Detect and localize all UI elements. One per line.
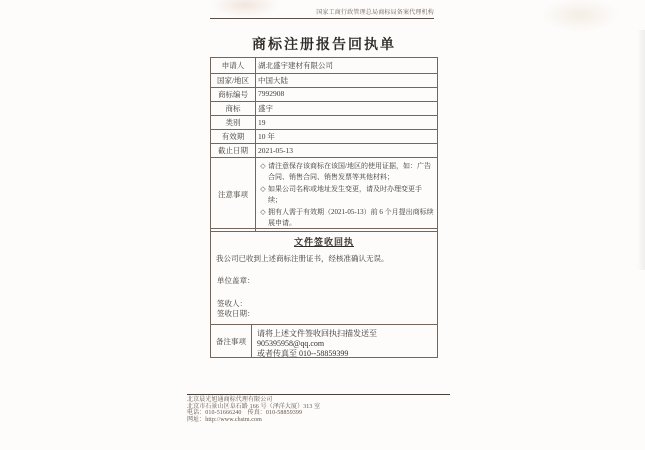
- table-row-notes: [211, 158, 438, 232]
- remark-row: [210, 324, 438, 358]
- scan-edge-shadow: [637, 30, 645, 270]
- row-label-deadline: 截止日期: [211, 144, 256, 158]
- remark-line-fax: 或者传真至 010--58859399: [257, 349, 349, 358]
- note-item: [258, 184, 435, 205]
- row-label-country: 国家/地区: [211, 74, 256, 88]
- document-title: 商标注册报告回执单: [252, 38, 396, 53]
- table-row: [211, 58, 438, 74]
- row-label-trademark-number: 商标编号: [211, 88, 256, 102]
- table-row: [211, 102, 438, 116]
- table-row: [211, 74, 438, 88]
- trademark-info-table: [210, 57, 438, 232]
- diamond-bullet-icon: ◇: [260, 208, 266, 216]
- note-text: 拥有人需于有效期（2021-05-13）前 6 个月提出商标续展申请。: [268, 208, 434, 227]
- row-value-class: 19: [256, 116, 438, 130]
- table-row: [211, 144, 438, 158]
- footer-address: 北京市石景山区阜石路 166 号（泽洋大厦）313 室: [187, 403, 321, 410]
- row-label-trademark: 商标: [211, 102, 256, 116]
- signer-label: 签收人：: [217, 299, 247, 308]
- scan-blemish: [540, 0, 620, 32]
- table-row: [211, 116, 438, 130]
- row-label-applicant: 申请人: [211, 58, 256, 74]
- footer-phone-fax: 电话：010-51666240 传真：010-58859399: [187, 410, 303, 417]
- sign-date-label: 签收日期：: [217, 309, 255, 318]
- table-row: [211, 130, 438, 144]
- note-text: 如果公司名称或地址发生变更，请及时办理变更手续；: [268, 185, 422, 204]
- receipt-statement: 我公司已收到上述商标注册证书，经核准确认无误。: [216, 254, 389, 263]
- footer-company-name: 北京晨光旭通商标代理有限公司: [187, 397, 273, 403]
- row-value-applicant: 湖北盛宇建材有限公司: [256, 58, 438, 74]
- receipt-confirmation-box: [210, 228, 438, 325]
- remark-line-email: 请将上述文件签收回执扫描发送至 905395958@qq.com: [257, 329, 377, 348]
- remark-label: 备注事项: [211, 325, 252, 357]
- row-value-deadline: 2021-05-13: [256, 144, 438, 158]
- row-value-country: 中国大陆: [256, 74, 438, 88]
- receipt-title: 文件签收回执: [293, 237, 354, 247]
- row-label-class: 类别: [211, 116, 256, 130]
- note-item: [258, 161, 435, 182]
- note-item: [258, 207, 435, 228]
- row-value-trademark-number: 7992908: [256, 88, 438, 102]
- remark-value: [252, 325, 437, 357]
- row-label-notes: 注意事项: [211, 158, 256, 232]
- diamond-bullet-icon: ◇: [260, 185, 266, 193]
- note-text: 请注意保存该商标在该国/地区的使用证据，如：广告合同、销售合同、销售发票等其他材料；: [268, 162, 431, 181]
- row-value-trademark: 盛宇: [256, 102, 438, 116]
- diamond-bullet-icon: ◇: [260, 162, 266, 170]
- row-value-validity: 10 年: [256, 130, 438, 144]
- table-row: [211, 88, 438, 102]
- footer-website: 网址：http://www.chstm.com: [187, 417, 262, 424]
- notes-cell: [256, 158, 438, 232]
- agency-footer: [187, 394, 450, 424]
- agency-note: 国家工商行政管理总局商标局备案代理机构: [210, 7, 434, 19]
- company-stamp-label: 单位盖章：: [217, 276, 255, 285]
- row-label-validity: 有效期: [211, 130, 256, 144]
